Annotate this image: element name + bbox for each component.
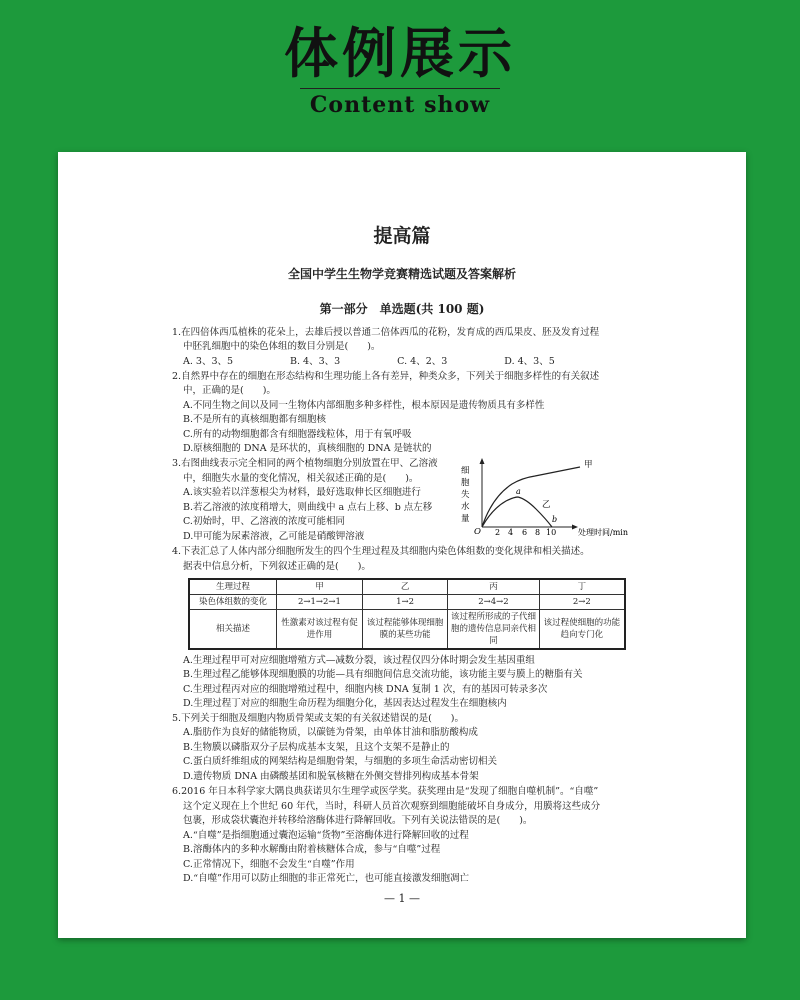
- figure-origin: O: [474, 527, 481, 537]
- paper-title: 提高篇: [373, 225, 431, 247]
- question-6-line-3: 包裹，形成袋状囊泡并转移给溶酶体进行降解回收。下列有关说法错误的是( )。: [183, 815, 533, 826]
- figure-ylabel-4: 水: [461, 502, 470, 512]
- question-4-option-c: C.生理过程丙对应的细胞增殖过程中，细胞内核 DNA 复制 1 次，有的基因可转录多次: [183, 684, 548, 695]
- table-row: [189, 610, 625, 650]
- tick-6: 6: [522, 528, 528, 537]
- point-b-label: b: [552, 515, 558, 524]
- question-5-option-a: A.脂肪作为良好的储能物质，以碳链为骨架，由单体甘油和脂肪酸构成: [183, 727, 478, 738]
- question-6-option-c: C.正常情况下，细胞不会发生“自噬”作用: [183, 859, 355, 870]
- question-6-option-d: D.“自噬”作用可以防止细胞的非正常死亡，也可能直接激发细胞凋亡: [183, 873, 470, 884]
- table-header-cell: 丁: [539, 579, 625, 595]
- water-loss-curve-figure: [460, 457, 636, 537]
- question-3-line-2: 中，细胞失水量的变化情况，相关叙述正确的是( )。: [183, 473, 419, 484]
- question-5-option-b: B.生物膜以磷脂双分子层构成基本支架，且这个支架不是静止的: [183, 742, 450, 753]
- question-6-line-2: 这个定义现在上个世纪 60 年代，当时，科研人员首次观察到细胞能破坏自身成分，用膜将这些成分: [183, 801, 601, 812]
- tick-10: 10: [546, 528, 557, 537]
- tick-4: 4: [508, 528, 514, 537]
- question-4-line-2: 据表中信息分析，下列叙述正确的是( )。: [183, 561, 371, 572]
- question-2-option-a: A.不同生物之间以及同一生物体内部细胞多种多样性，根本原因是遗传物质具有多样性: [183, 400, 545, 411]
- question-2-option-c: C.所有的动物细胞都含有细胞器线粒体，用于有氧呼吸: [183, 429, 412, 440]
- question-1-options: A. 3、3、5 B. 4、3、3 C. 4、2、3 D. 4、3、5: [183, 356, 555, 367]
- curve-jia: [482, 467, 580, 527]
- question-4-option-d: D.生理过程丁对应的细胞生命历程为细胞分化，基因表达过程发生在细胞核内: [183, 698, 507, 709]
- table-cell: 性激素对该过程有促进作用: [276, 610, 362, 650]
- figure-ylabel-1: 细: [461, 466, 470, 476]
- table-cell: 相关描述: [189, 610, 276, 650]
- question-3-line-1: 3.右图曲线表示完全相同的两个植物细胞分别放置在甲、乙溶液: [172, 458, 438, 469]
- table-header-cell: 丙: [448, 579, 539, 595]
- table-header-row: [189, 579, 625, 595]
- question-6-option-b: B.溶酶体内的多种水解酶由附着核糖体合成，参与“自噬”过程: [183, 844, 441, 855]
- question-2-line-2: 中，正确的是( )。: [183, 385, 276, 396]
- paper-subtitle: 全国中学生生物学竞赛精选试题及答案解析: [287, 267, 516, 281]
- point-a-label: a: [516, 487, 521, 496]
- label-jia: 甲: [584, 460, 593, 470]
- question-1-line-1: 1.在四倍体西瓜植株的花朵上，去雄后授以普通二倍体西瓜的花粉，发育成的西瓜果皮、胚及发育过程: [172, 327, 600, 338]
- y-axis-arrow: [480, 458, 485, 464]
- section-heading: 第一部分 单选题(共 100 题): [319, 302, 485, 316]
- figure-ylabel-3: 失: [461, 490, 470, 500]
- table-row: [189, 595, 625, 610]
- question-4-option-b: B.生理过程乙能够体现细胞膜的功能—具有细胞间信息交流功能，该功能主要与膜上的糖脂有关: [183, 669, 583, 680]
- header-divider: [300, 88, 500, 89]
- question-4-option-a: A.生理过程甲可对应细胞增殖方式—减数分裂，该过程仅四分体时期会发生基因重组: [183, 655, 535, 666]
- tick-8: 8: [535, 528, 541, 537]
- question-5-option-c: C.蛋白质纤维组成的网架结构是细胞骨架，与细胞的多项生命活动密切相关: [183, 756, 497, 767]
- figure-ylabel-5: 量: [461, 514, 470, 524]
- question-6-option-a: A.“自噬”是指细胞通过囊泡运输“货物”至溶酶体进行降解回收的过程: [183, 830, 469, 841]
- question-3-option-a: A.该实验若以洋葱根尖为材料，最好选取伸长区细胞进行: [183, 487, 421, 498]
- question-3-option-b: B.若乙溶液的浓度稍增大，则曲线中 a 点右上移、b 点左移: [183, 502, 433, 513]
- figure-ylabel-2: 胞: [461, 478, 470, 488]
- question-1-line-2: 中胚乳细胞中的染色体组的数目分别是( )。: [183, 341, 381, 352]
- x-axis-label: 处理时间/min: [578, 528, 628, 537]
- table-header-cell: 乙: [362, 579, 447, 595]
- question-5-line-1: 5.下列关于细胞及细胞内物质骨架或支架的有关叙述错误的是( )。: [172, 713, 464, 724]
- question-3-option-c: C.初始时，甲、乙溶液的浓度可能相同: [183, 516, 345, 527]
- table-cell: 该过程所形成的子代细胞的遗传信息同亲代相同: [448, 610, 539, 650]
- question-3-option-d: D.甲可能为尿素溶液，乙可能是硝酸钾溶液: [183, 531, 365, 542]
- label-yi: 乙: [542, 500, 551, 510]
- question-4-line-1: 4.下表汇总了人体内部分细胞所发生的四个生理过程及其细胞内染色体组数的变化规律和相关描述。: [172, 546, 590, 557]
- exam-paper: [58, 152, 746, 938]
- page-number: — 1 —: [384, 892, 420, 905]
- header-subtitle: Content show: [309, 92, 491, 118]
- question-2-option-d: D.原核细胞的 DNA 是环状的，真核细胞的 DNA 是链状的: [183, 443, 432, 454]
- table-header-cell: 甲: [276, 579, 362, 595]
- tick-2: 2: [495, 528, 501, 537]
- question-5-option-d: D.遗传物质 DNA 由磷酸基团和脱氧核糖在外侧交替排列构成基本骨架: [183, 771, 479, 782]
- question-6-line-1: 6.2016 年日本科学家大隅良典获诺贝尔生理学或医学奖。获奖理由是“发现了细胞自噬机制”。“自噬”: [172, 786, 599, 797]
- cell-process-table: [188, 578, 626, 650]
- header-title: 体例展示: [284, 22, 516, 85]
- table-cell: 该过程能够体现细胞膜的某些功能: [362, 610, 447, 650]
- question-2-line-1: 2.自然界中存在的细胞在形态结构和生理功能上各有差异，种类众多，下列关于细胞多样性的有关叙述: [172, 371, 600, 382]
- table-cell: 2→1→2→1: [276, 595, 362, 610]
- table-cell: 2→4→2: [448, 595, 539, 610]
- table-cell: 染色体组数的变化: [189, 595, 276, 610]
- question-2-option-b: B.不是所有的真核细胞都有细胞核: [183, 414, 327, 425]
- table-cell: 2→2: [539, 595, 625, 610]
- table-cell: 该过程使细胞的功能趋向专门化: [539, 610, 625, 650]
- table-cell: 1→2: [362, 595, 447, 610]
- table-header-cell: 生理过程: [189, 579, 276, 595]
